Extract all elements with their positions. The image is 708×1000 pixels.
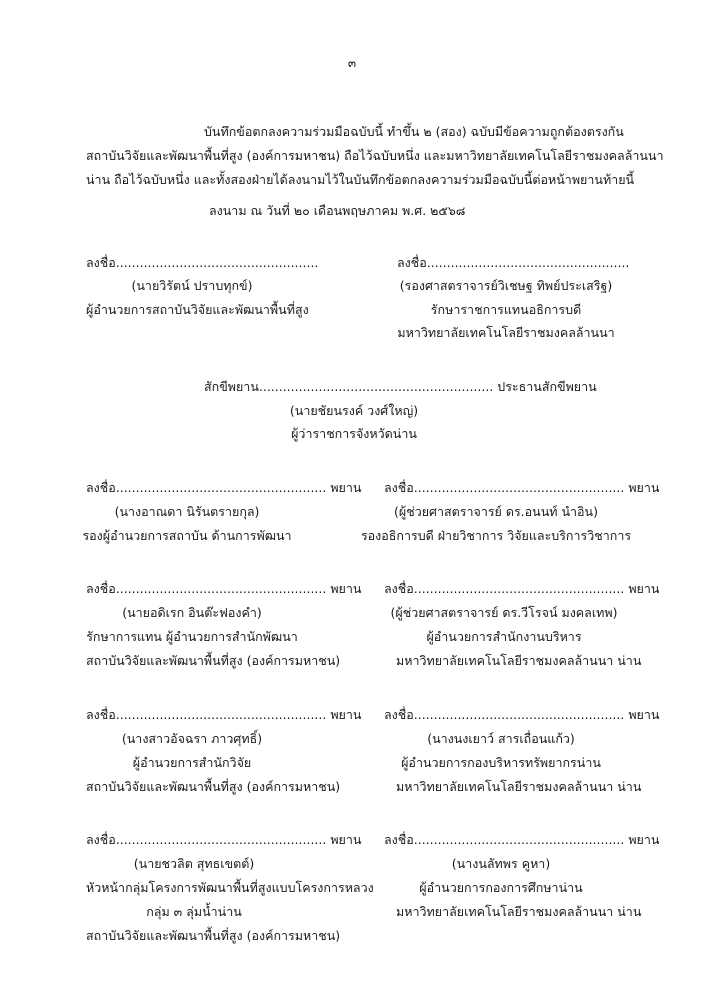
chair-witness-name: (นายชัยนรงค์ วงศ์ใหญ่) bbox=[289, 403, 419, 418]
witness-title: ผู้อำนวยการสำนักวิจัย bbox=[132, 755, 252, 770]
witness-organization: สถาบันวิจัยและพัฒนาพื้นที่สูง (องค์การมหาชน) bbox=[86, 928, 341, 943]
witness-title: รองผู้อำนวยการสถาบัน ด้านการพัฒนา bbox=[82, 528, 292, 543]
witness-signature-line: ลงชื่อ..................................................... พยาน bbox=[86, 707, 362, 722]
witness-name: (นายชวลิต สุทธเขตต์) bbox=[133, 856, 255, 871]
witness-name: (นางอาณดา นิรันตรายกุล) bbox=[114, 504, 260, 519]
witness-name: (นางนงเยาว์ สารเถื่อนแก้ว) bbox=[427, 731, 575, 746]
witness-title: รักษาการแทน ผู้อำนวยการสำนักพัฒนา bbox=[86, 629, 298, 644]
witness-signature-line: ลงชื่อ..................................................... พยาน bbox=[384, 480, 660, 495]
witness-title: ผู้อำนวยการกองการศึกษาน่าน bbox=[419, 880, 583, 895]
witness-name: (ผู้ช่วยศาสตราจารย์ ดร.วีโรจน์ มงคลเทพ) bbox=[390, 605, 618, 620]
signing-date: ลงนาม ณ วันที่ ๒๐ เดือนพฤษภาคม พ.ศ. ๒๕๖๘ bbox=[209, 203, 466, 218]
witness-title: รองอธิการบดี ฝ่ายวิชาการ วิจัยและบริการวิชาการ bbox=[360, 528, 632, 543]
witness-name: (นางสาวอัจฉรา ภาวศุทธิ์) bbox=[121, 731, 263, 746]
witness-signature-line: ลงชื่อ..................................................... พยาน bbox=[86, 581, 362, 596]
witness-group: กลุ่ม ๓ ลุ่มน้ำน่าน bbox=[146, 904, 242, 919]
witness-signature-line: ลงชื่อ..................................................... พยาน bbox=[384, 707, 660, 722]
intro-line-2: สถาบันวิจัยและพัฒนาพื้นที่สูง (องค์การมหาชน) ถือไว้ฉบับหนึ่ง และมหาวิทยาลัยเทคโนโลยีราชมงคลล้านนา bbox=[86, 148, 664, 163]
right-principal-title: รักษาราชการแทนอธิการบดี bbox=[430, 302, 582, 317]
left-principal-signature-line: ลงชื่อ................................................... bbox=[86, 255, 319, 270]
witness-signature-line: ลงชื่อ..................................................... พยาน bbox=[86, 480, 362, 495]
witness-name: (ผู้ช่วยศาสตราจารย์ ดร.อนนท์ นำอิน) bbox=[394, 504, 598, 519]
right-principal-organization: มหาวิทยาลัยเทคโนโลยีราชมงคลล้านนา bbox=[397, 325, 615, 340]
witness-title: ผู้อำนวยการกองบริหารทรัพยากรน่าน bbox=[401, 755, 601, 770]
left-principal-name: (นายวิรัตน์ ปราบทุกข์) bbox=[131, 278, 253, 293]
chair-witness-signature-line: สักขีพยาน........................................................... ประธานสักขีพยาน bbox=[204, 379, 597, 394]
witness-name: (นางนลัทพร คูหา) bbox=[451, 856, 551, 871]
witness-organization: มหาวิทยาลัยเทคโนโลยีราชมงคลล้านนา น่าน bbox=[396, 779, 642, 794]
witness-title: หัวหน้ากลุ่มโครงการพัฒนาพื้นที่สูงแบบโครงการหลวง bbox=[86, 880, 374, 895]
witness-organization: มหาวิทยาลัยเทคโนโลยีราชมงคลล้านนา น่าน bbox=[396, 653, 642, 668]
witness-signature-line: ลงชื่อ..................................................... พยาน bbox=[86, 832, 362, 847]
left-principal-title: ผู้อำนวยการสถาบันวิจัยและพัฒนาพื้นที่สูง bbox=[86, 302, 309, 317]
witness-organization: สถาบันวิจัยและพัฒนาพื้นที่สูง (องค์การมหาชน) bbox=[86, 653, 341, 668]
witness-name: (นายอดิเรก อินต๊ะฟองคำ) bbox=[122, 605, 262, 620]
witness-organization: มหาวิทยาลัยเทคโนโลยีราชมงคลล้านนา น่าน bbox=[396, 904, 642, 919]
witness-title: ผู้อำนวยการสำนักงานบริหาร bbox=[426, 629, 582, 644]
right-principal-signature-line: ลงชื่อ................................................... bbox=[397, 255, 630, 270]
witness-signature-line: ลงชื่อ..................................................... พยาน bbox=[384, 832, 660, 847]
intro-line-3: น่าน ถือไว้ฉบับหนึ่ง และทั้งสองฝ่ายได้ลงนามไว้ในบันทึกข้อตกลงความร่วมมือฉบับนี้ต่อหน้าพยานท้ายนี้ bbox=[86, 172, 635, 187]
chair-witness-title: ผู้ว่าราชการจังหวัดน่าน bbox=[291, 426, 417, 441]
witness-signature-line: ลงชื่อ..................................................... พยาน bbox=[384, 581, 660, 596]
right-principal-name: (รองศาสตราจารย์วิเชษฐ ทิพย์ประเสริฐ) bbox=[399, 278, 613, 293]
witness-organization: สถาบันวิจัยและพัฒนาพื้นที่สูง (องค์การมหาชน) bbox=[86, 779, 341, 794]
intro-line-1: บันทึกข้อตกลงความร่วมมือฉบับนี้ ทำขึ้น ๒ (สอง) ฉบับมีข้อความถูกต้องตรงกัน bbox=[204, 124, 624, 139]
page-number: ๓ bbox=[347, 56, 357, 70]
